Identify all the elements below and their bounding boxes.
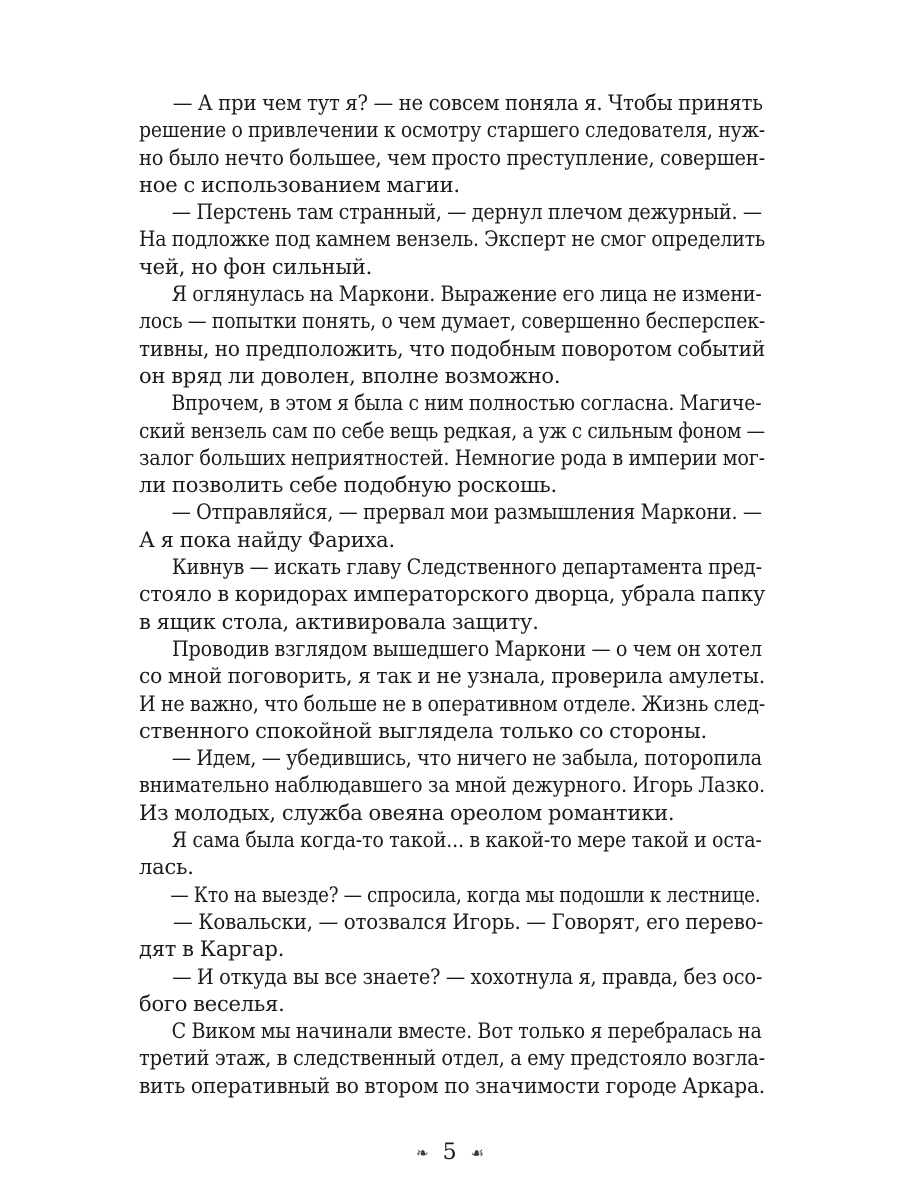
text-line: Проводив взглядом вышедшего Маркони — о чем он хотел bbox=[171, 636, 762, 661]
text-line: — Перстень там странный, — дернул плечом дежурный. — bbox=[171, 200, 762, 225]
text-line: вить оперативный во втором по значимости городе Аркара. bbox=[139, 1073, 765, 1098]
text-line: — Ковальски, — отозвался Игорь. — Говорят, его перево- bbox=[172, 909, 763, 934]
paragraph bbox=[139, 909, 765, 964]
paragraph bbox=[139, 390, 765, 499]
text-line: С Виком мы начинали вместе. Вот только я перебралась на bbox=[171, 1019, 762, 1044]
text-line: он вряд ли доволен, вполне возможно. bbox=[139, 363, 561, 388]
right-ornament-icon: ☙ bbox=[470, 1144, 485, 1162]
text-line: внимательно наблюдавшего за мной дежурного. Игорь Лазко. bbox=[139, 773, 765, 798]
text-line: тивны, но предположить, что подобным поворотом событий bbox=[139, 336, 765, 361]
paragraph bbox=[139, 827, 765, 882]
page-number: 5 bbox=[442, 1140, 457, 1165]
paragraph bbox=[139, 964, 765, 1019]
text-line: — И откуда вы все знаете? — хохотнула я, правда, без осо- bbox=[172, 964, 763, 989]
text-line: ственного спокойной выглядела только со стороны. bbox=[139, 718, 708, 743]
text-line: — А при чем тут я? — не совсем поняла я. Чтобы принять bbox=[172, 91, 763, 115]
text-line: ский вензель сам по себе вещь редкая, а уж с сильным фоном — bbox=[139, 418, 766, 443]
paragraph bbox=[139, 882, 765, 909]
text-line: А я пока найду Фариха. bbox=[139, 527, 395, 552]
book-page-body bbox=[139, 90, 765, 1100]
text-line: ли позволить себе подобную роскошь. bbox=[139, 473, 557, 498]
text-line: Я оглянулась на Маркони. Выражение его лица не измени- bbox=[171, 282, 762, 307]
text-line: но было нечто большее, чем просто преступление, совершен- bbox=[139, 145, 765, 170]
text-line: лось — попытки понять, о чем думает, совершенно бесперспек- bbox=[139, 309, 766, 334]
text-line: лась. bbox=[139, 855, 194, 880]
text-line: На подложке под камнем вензель. Эксперт не смог определить bbox=[139, 227, 766, 252]
text-line: — Идем, — убедившись, что ничего не забыла, поторопила bbox=[171, 746, 762, 771]
paragraph bbox=[139, 636, 765, 745]
text-line: третий этаж, в следственный отдел, а ему предстояло возгла- bbox=[139, 1046, 766, 1071]
text-line: со мной поговорить, я так и не узнала, проверила амулеты. bbox=[139, 664, 766, 689]
text-line: бого веселья. bbox=[139, 991, 285, 1016]
paragraph bbox=[139, 281, 765, 390]
text-line: чей, но фон сильный. bbox=[139, 254, 373, 279]
page-footer bbox=[0, 1140, 900, 1166]
text-line: И не важно, что больше не в оперативном отделе. Жизнь след- bbox=[139, 691, 766, 716]
left-ornament-icon: ❧ bbox=[415, 1144, 429, 1162]
paragraph bbox=[139, 554, 765, 636]
text-line: дят в Каргар. bbox=[139, 937, 285, 962]
text-line: Кивнув — искать главу Следственного департамента пред- bbox=[171, 555, 762, 580]
paragraph bbox=[139, 499, 765, 554]
text-line: решение о привлечении к осмотру старшего следователя, нуж- bbox=[139, 118, 765, 143]
paragraph bbox=[139, 90, 765, 199]
text-line: залог больших неприятностей. Немногие рода в империи мог- bbox=[139, 445, 765, 470]
text-line: Впрочем, в этом я была с ним полностью согласна. Магиче- bbox=[171, 391, 762, 416]
paragraph bbox=[139, 745, 765, 827]
text-line: — Отправляйся, — прервал мои размышления Маркони. — bbox=[171, 500, 762, 525]
text-line: стояло в коридорах императорского дворца, убрала папку bbox=[139, 582, 766, 607]
text-line: Я сама была когда-то такой... в какой-то мере такой и оста- bbox=[171, 828, 762, 853]
text-line: — Кто на выезде? — спросила, когда мы подошли к лестнице. bbox=[170, 882, 761, 907]
text-line: в ящик стола, активировала защиту. bbox=[139, 609, 539, 634]
text-line: Из молодых, служба овеяна ореолом романтики. bbox=[139, 800, 675, 825]
paragraph bbox=[139, 1018, 765, 1100]
text-line: ное с использованием магии. bbox=[139, 172, 460, 197]
paragraph bbox=[139, 199, 765, 281]
